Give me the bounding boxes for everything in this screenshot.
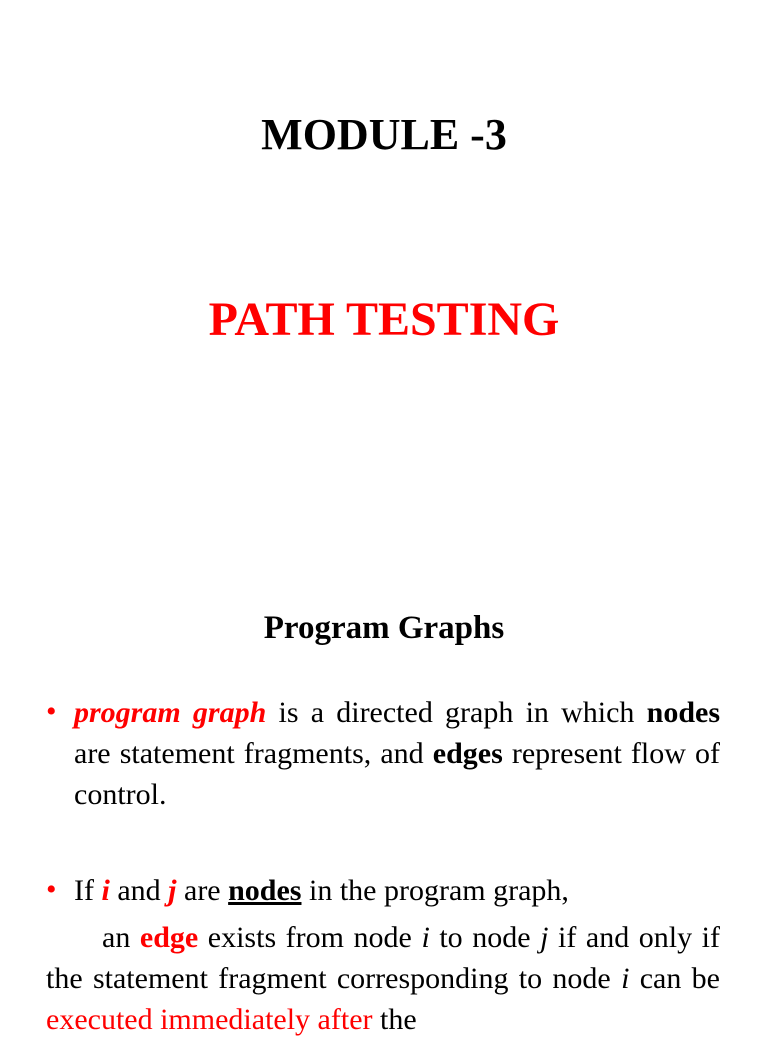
var-j: j (168, 874, 177, 907)
module-title: MODULE -3 (261, 110, 507, 159)
bullet-dot: • (46, 873, 57, 906)
term-nodes: nodes (646, 696, 721, 729)
var-i: i (101, 874, 110, 907)
bullet-dot: • (46, 695, 57, 728)
term-program-graph: program graph (74, 696, 267, 729)
highlight-executed-after: executed immediately after (46, 1003, 373, 1036)
bullet-edge-definition: If i and j are nodes in the program graph, (74, 874, 569, 907)
term-edges: edges (432, 737, 503, 770)
path-testing-title: PATH TESTING (208, 293, 560, 346)
program-graphs-slide (0, 512, 768, 1036)
section-title: Program Graphs (263, 610, 505, 646)
term-nodes-underlined: nodes (228, 874, 302, 907)
term-edge: edge (139, 921, 199, 954)
title-slide (0, 0, 768, 512)
bullet-program-graph-definition: program graph is a directed graph in which nodes are statement fragments, and edges represent flow of control. (74, 696, 721, 811)
edge-definition-continued: an edge exists from node i to node j if and only if the statement fragment corresponding to node i can be executed immediately after the (46, 921, 721, 1036)
